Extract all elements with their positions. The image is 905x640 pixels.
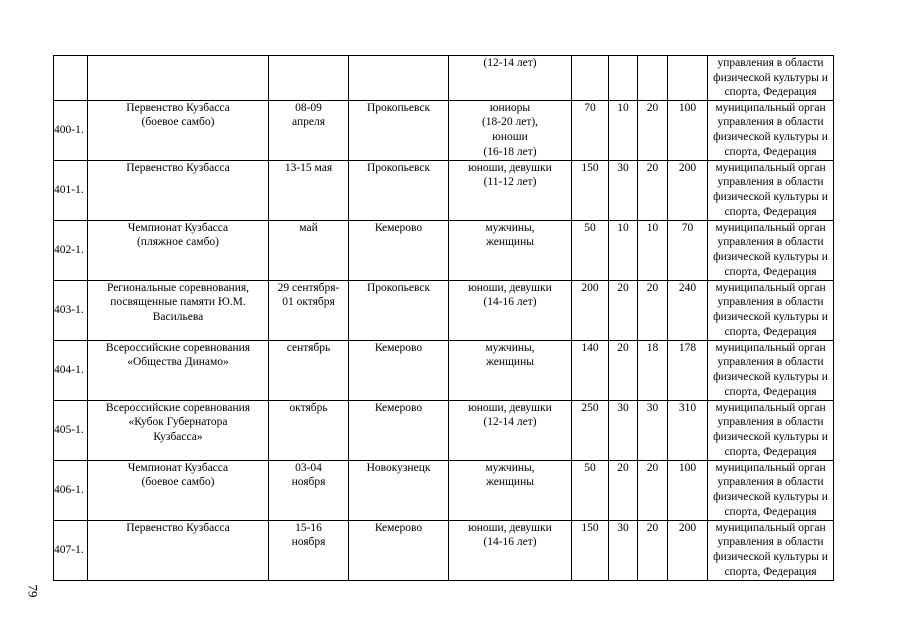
participants: юниоры (18-20 лет), юноши (16-18 лет) (449, 100, 572, 160)
organizer: муниципальный орган управления в области физической культуры и спорта, Федерация (708, 520, 834, 580)
row-number: 403-1. (54, 280, 88, 340)
count-total (668, 56, 708, 101)
count-2: 30 (609, 160, 638, 220)
count-2: 20 (609, 460, 638, 520)
organizer: муниципальный орган управления в области физической культуры и спорта, Федерация (708, 460, 834, 520)
count-1: 50 (572, 460, 609, 520)
count-2: 20 (609, 280, 638, 340)
event-date: 15-16 ноября (269, 520, 349, 580)
participants: мужчины, женщины (449, 220, 572, 280)
count-3: 20 (638, 520, 668, 580)
row-number: 400-1. (54, 100, 88, 160)
event-place: Кемерово (349, 220, 449, 280)
event-name: Всероссийские соревнования «Общества Динамо» (88, 340, 269, 400)
count-3: 20 (638, 460, 668, 520)
row-number: 401-1. (54, 160, 88, 220)
count-total: 100 (668, 100, 708, 160)
row-number: 405-1. (54, 400, 88, 460)
event-date: октябрь (269, 400, 349, 460)
table-row (54, 100, 834, 160)
count-3: 20 (638, 100, 668, 160)
event-place: Прокопьевск (349, 280, 449, 340)
event-name (88, 56, 269, 101)
participants: мужчины, женщины (449, 460, 572, 520)
count-3: 30 (638, 400, 668, 460)
event-name: Первенство Кузбасса (боевое самбо) (88, 100, 269, 160)
count-total: 200 (668, 160, 708, 220)
row-number: 406-1. (54, 460, 88, 520)
organizer: управления в области физической культуры и спорта, Федерация (708, 56, 834, 101)
count-3: 10 (638, 220, 668, 280)
event-name: Всероссийские соревнования «Кубок Губернатора Кузбасса» (88, 400, 269, 460)
participants: мужчины, женщины (449, 340, 572, 400)
event-date: 13-15 мая (269, 160, 349, 220)
count-1: 250 (572, 400, 609, 460)
count-2: 10 (609, 100, 638, 160)
event-name: Чемпионат Кузбасса (пляжное самбо) (88, 220, 269, 280)
count-2: 30 (609, 520, 638, 580)
count-1: 140 (572, 340, 609, 400)
count-3: 20 (638, 160, 668, 220)
event-name: Чемпионат Кузбасса (боевое самбо) (88, 460, 269, 520)
count-total: 310 (668, 400, 708, 460)
count-total: 200 (668, 520, 708, 580)
count-total: 100 (668, 460, 708, 520)
organizer: муниципальный орган управления в области физической культуры и спорта, Федерация (708, 280, 834, 340)
participants: юноши, девушки (12-14 лет) (449, 400, 572, 460)
participants: юноши, девушки (11-12 лет) (449, 160, 572, 220)
count-2 (609, 56, 638, 101)
event-name: Региональные соревнования, посвященные памяти Ю.М. Васильева (88, 280, 269, 340)
count-1: 70 (572, 100, 609, 160)
event-date (269, 56, 349, 101)
table-row (54, 280, 834, 340)
event-name: Первенство Кузбасса (88, 160, 269, 220)
organizer: муниципальный орган управления в области физической культуры и спорта, Федерация (708, 400, 834, 460)
event-place: Кемерово (349, 520, 449, 580)
count-1: 50 (572, 220, 609, 280)
participants: юноши, девушки (14-16 лет) (449, 280, 572, 340)
participants: (12-14 лет) (449, 56, 572, 101)
row-number: 407-1. (54, 520, 88, 580)
event-date: 03-04 ноября (269, 460, 349, 520)
participants: юноши, девушки (14-16 лет) (449, 520, 572, 580)
event-place: Новокузнецк (349, 460, 449, 520)
count-2: 20 (609, 340, 638, 400)
count-3: 20 (638, 280, 668, 340)
count-1 (572, 56, 609, 101)
table-row (54, 400, 834, 460)
count-total: 178 (668, 340, 708, 400)
events-table (53, 55, 834, 581)
table-row (54, 160, 834, 220)
event-place: Кемерово (349, 400, 449, 460)
event-place (349, 56, 449, 101)
event-place: Прокопьевск (349, 160, 449, 220)
count-1: 200 (572, 280, 609, 340)
event-place: Кемерово (349, 340, 449, 400)
row-number: 402-1. (54, 220, 88, 280)
count-total: 70 (668, 220, 708, 280)
count-2: 30 (609, 400, 638, 460)
row-number: 404-1. (54, 340, 88, 400)
table-row (54, 56, 834, 101)
page-number: 79 (25, 584, 41, 598)
organizer: муниципальный орган управления в области физической культуры и спорта, Федерация (708, 100, 834, 160)
event-date: 29 сентября- 01 октября (269, 280, 349, 340)
table-row (54, 520, 834, 580)
table-row (54, 340, 834, 400)
count-3: 18 (638, 340, 668, 400)
event-date: сентябрь (269, 340, 349, 400)
event-name: Первенство Кузбасса (88, 520, 269, 580)
count-1: 150 (572, 160, 609, 220)
organizer: муниципальный орган управления в области физической культуры и спорта, Федерация (708, 160, 834, 220)
organizer: муниципальный орган управления в области физической культуры и спорта, Федерация (708, 340, 834, 400)
count-3 (638, 56, 668, 101)
event-date: май (269, 220, 349, 280)
table-row (54, 460, 834, 520)
table-row (54, 220, 834, 280)
count-2: 10 (609, 220, 638, 280)
event-date: 08-09 апреля (269, 100, 349, 160)
row-number (54, 56, 88, 101)
table-body (54, 56, 834, 581)
count-1: 150 (572, 520, 609, 580)
organizer: муниципальный орган управления в области физической культуры и спорта, Федерация (708, 220, 834, 280)
count-total: 240 (668, 280, 708, 340)
event-place: Прокопьевск (349, 100, 449, 160)
